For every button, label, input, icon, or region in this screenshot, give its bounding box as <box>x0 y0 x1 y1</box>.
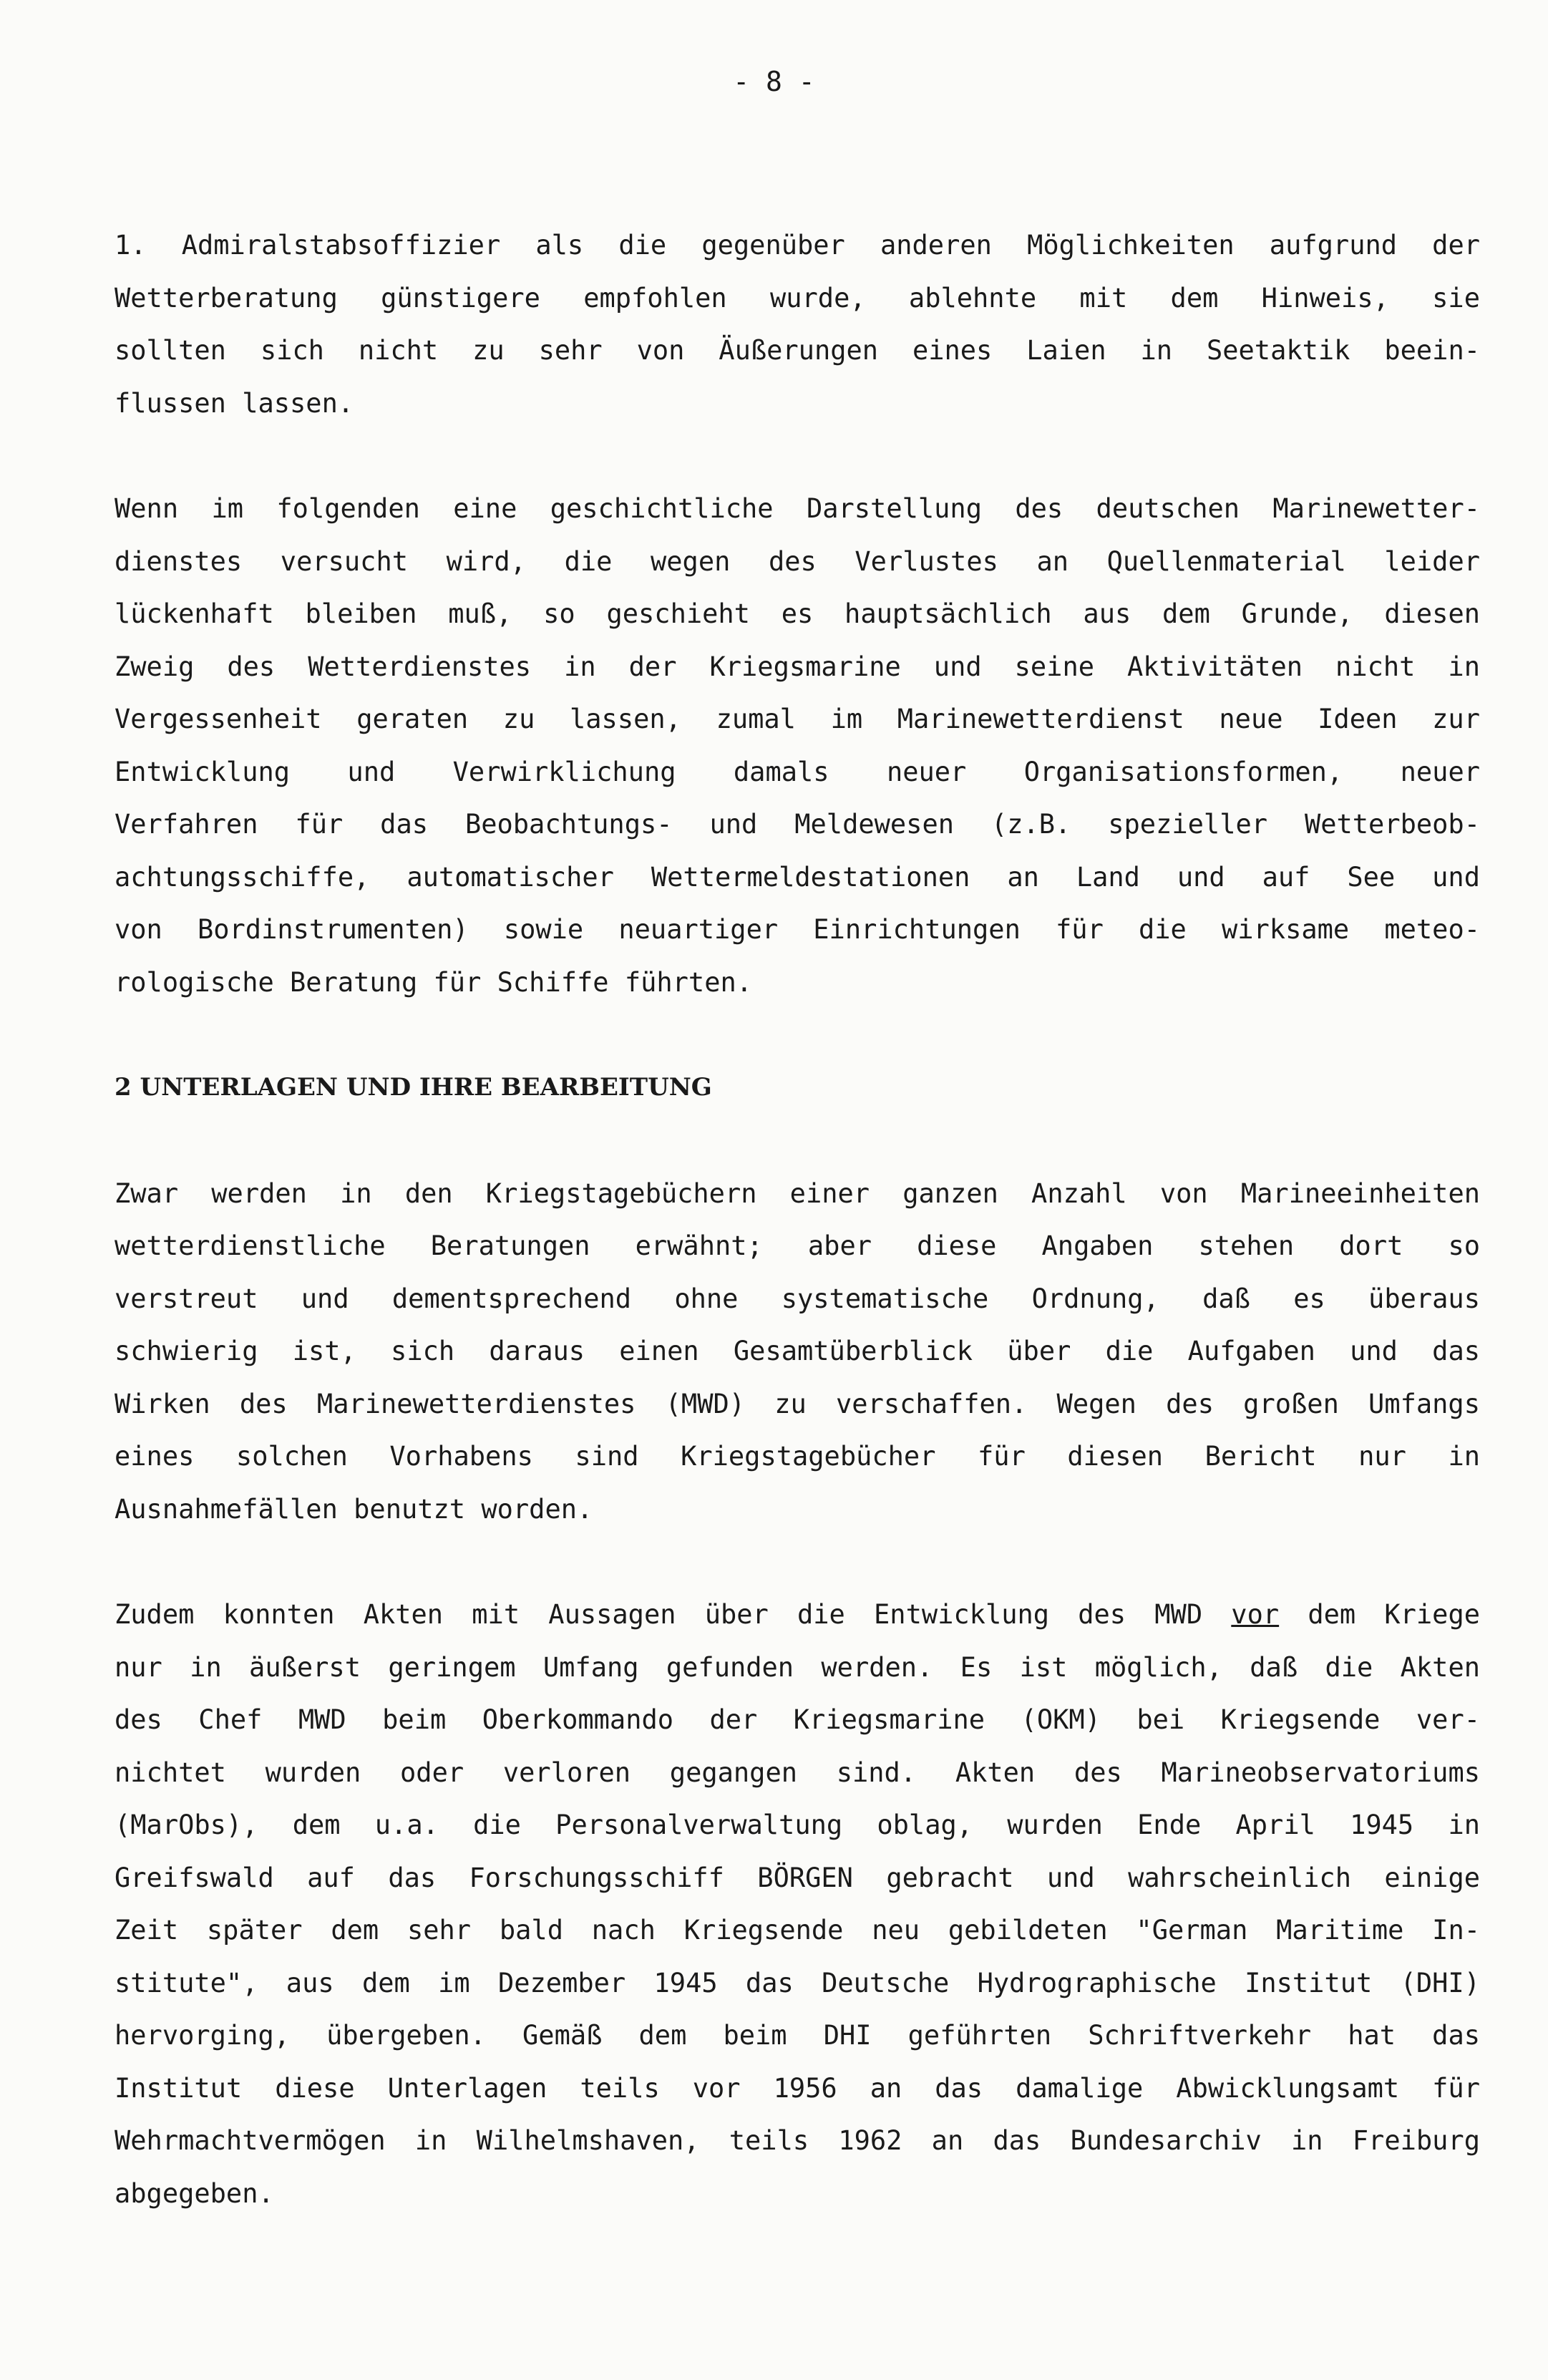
section-heading: 2 UNTERLAGEN UND IHRE BEARBEITUNG <box>115 1073 712 1102</box>
paragraph-war-diaries-line: Zwar werden in den Kriegstagebüchern einer ganzen Anzahl von Marineeinheiten <box>115 1177 1480 1209</box>
paragraph-history-purpose-line: Entwicklung und Verwirklichung damals neuer Organisationsformen, neuer <box>115 756 1480 787</box>
paragraph-files-location-line: (MarObs), dem u.a. die Personalverwaltung oblag, wurden Ende April 1945 in <box>115 1810 1480 1840</box>
paragraph-history-purpose-line: Wenn im folgenden eine geschichtliche Darstellung des deutschen Marinewetter- <box>115 493 1480 524</box>
underlined-word: vor <box>1231 1599 1280 1630</box>
paragraph-war-diaries-line: Ausnahmefällen benutzt worden. <box>115 1493 593 1525</box>
paragraph-war-diaries-line: wetterdienstliche Beratungen erwähnt; aber diese Angaben stehen dort so <box>115 1230 1480 1261</box>
paragraph-intro-end-line: 1. Admiralstabsoffizier als die gegenüber anderen Möglichkeiten aufgrund der <box>115 230 1480 261</box>
paragraph-files-location-line: Zeit später dem sehr bald nach Kriegsende neu gebildeten "German Maritime In- <box>115 1915 1480 1946</box>
paragraph-files-location-line: Greifswald auf das Forschungsschiff BÖRGEN gebracht und wahrscheinlich einige <box>115 1862 1480 1893</box>
document-body <box>115 219 1480 2220</box>
paragraph-history-purpose-line: achtungsschiffe, automatischer Wettermeldestationen an Land und auf See und <box>115 861 1480 893</box>
paragraph-files-location-line: hervorging, übergeben. Gemäß dem beim DHI geführten Schriftverkehr hat das <box>115 2020 1480 2051</box>
paragraph-files-location-line: abgegeben. <box>115 2177 274 2209</box>
paragraph-intro-end-line: flussen lassen. <box>115 387 354 419</box>
paragraph-history-purpose-line: Verfahren für das Beobachtungs- und Meldewesen (z.B. spezieller Wetterbeob- <box>115 809 1480 840</box>
paragraph-war-diaries-line: verstreut und dementsprechend ohne systematische Ordnung, daß es überaus <box>115 1283 1480 1314</box>
paragraph-war-diaries-line: Wirken des Marinewetterdienstes (MWD) zu verschaffen. Wegen des großen Umfangs <box>115 1388 1480 1419</box>
paragraph-files-location-line: Zudem konnten Akten mit Aussagen über die Entwicklung des MWD vor dem Kriege <box>115 1599 1480 1630</box>
paragraph-files-location-line: Institut diese Unterlagen teils vor 1956 an das damalige Abwicklungsamt für <box>115 2072 1480 2104</box>
paragraph-intro-end <box>115 219 1480 429</box>
paragraph-files-location <box>115 1588 1480 2220</box>
paragraph-files-location-line: des Chef MWD beim Oberkommando der Kriegsmarine (OKM) bei Kriegsende ver- <box>115 1704 1480 1735</box>
paragraph-history-purpose-line: rologische Beratung für Schiffe führten. <box>115 966 753 998</box>
paragraph-history-purpose-line: von Bordinstrumenten) sowie neuartiger Einrichtungen für die wirksame meteo- <box>115 914 1480 945</box>
paragraph-files-location-line: nur in äußerst geringem Umfang gefunden werden. Es ist möglich, daß die Akten <box>115 1651 1480 1683</box>
paragraph-files-location-line: Wehrmachtvermögen in Wilhelmshaven, teils 1962 an das Bundesarchiv in Freiburg <box>115 2125 1480 2156</box>
paragraph-war-diaries-line: eines solchen Vorhabens sind Kriegstagebücher für diesen Bericht nur in <box>115 1441 1480 1472</box>
paragraph-history-purpose-line: lückenhaft bleiben muß, so geschieht es hauptsächlich aus dem Grunde, diesen <box>115 598 1480 629</box>
paragraph-intro-end-line: Wetterberatung günstigere empfohlen wurde, ablehnte mit dem Hinweis, sie <box>115 282 1480 314</box>
paragraph-files-location-line: stitute", aus dem im Dezember 1945 das Deutsche Hydrographische Institut (DHI) <box>115 1967 1480 1998</box>
paragraph-history-purpose-line: dienstes versucht wird, die wegen des Verlustes an Quellenmaterial leider <box>115 545 1480 577</box>
page-number: - 8 - <box>733 66 815 97</box>
paragraph-history-purpose-line: Vergessenheit geraten zu lassen, zumal im Marinewetterdienst neue Ideen zur <box>115 704 1480 734</box>
paragraph-history-purpose <box>115 482 1480 1009</box>
paragraph-history-purpose-line: Zweig des Wetterdienstes in der Kriegsmarine und seine Aktivitäten nicht in <box>115 651 1480 682</box>
paragraph-files-location-line: nichtet wurden oder verloren gegangen sind. Akten des Marineobservatoriums <box>115 1757 1480 1788</box>
paragraph-intro-end-line: sollten sich nicht zu sehr von Äußerungen eines Laien in Seetaktik beein- <box>115 335 1480 366</box>
paragraph-war-diaries-line: schwierig ist, sich daraus einen Gesamtüberblick über die Aufgaben und das <box>115 1336 1480 1366</box>
paragraph-war-diaries <box>115 1167 1480 1536</box>
